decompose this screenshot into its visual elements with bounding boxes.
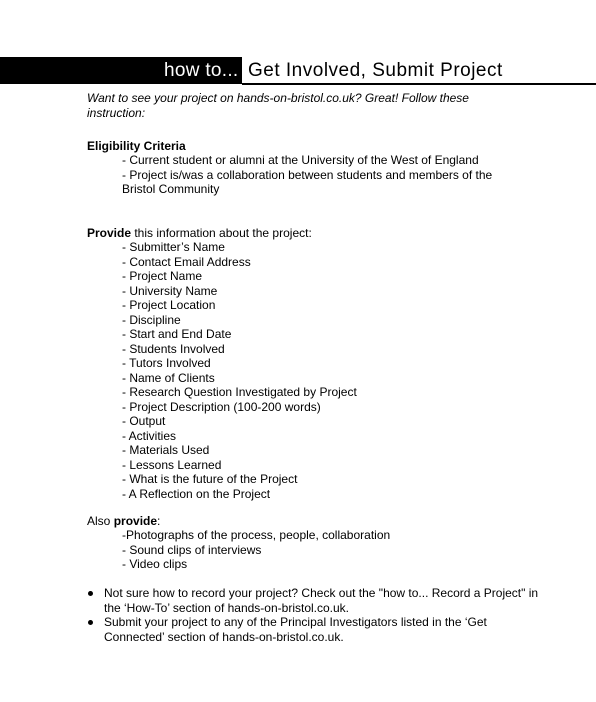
also-title-rest: Also (87, 514, 114, 528)
eligibility-title: Eligibility Criteria (87, 139, 186, 153)
list-item: - Tutors Involved (122, 356, 211, 370)
list-item: - What is the future of the Project (122, 472, 298, 486)
list-item: - Name of Clients (122, 370, 215, 385)
list-item: - Research Question Investigated by Project (122, 385, 357, 399)
list-item: - University Name (122, 283, 218, 298)
list-item: - Materials Used (122, 443, 210, 457)
list-item: - Project Description (100-200 words) (122, 399, 321, 414)
list-item: - Output (122, 414, 166, 428)
list-item: - Video clips (122, 557, 188, 571)
notes-list (87, 586, 547, 644)
provide-list (122, 240, 482, 501)
list-item: - Start and End Date (122, 327, 232, 341)
list-item: - A Reflection on the Project (122, 486, 271, 501)
list-item: - Activities (122, 428, 177, 443)
eligibility-list (122, 153, 522, 197)
page-title: Get Involved, Submit Project (248, 60, 503, 81)
list-item: - Current student or alumni at the University of the West of England (122, 153, 479, 167)
list-item: - Sound clips of interviews (122, 542, 262, 557)
list-item: Bristol Community (122, 182, 220, 196)
list-item: - Submitter’s Name (122, 240, 225, 254)
also-title-bold: provide (113, 514, 158, 528)
list-item: - Project Location (122, 298, 216, 312)
header-prefix: how to... (164, 60, 239, 81)
intro-text: Want to see your project on hands-on-bristol.co.uk? Great! Follow these instruction: (87, 91, 469, 120)
list-item: - Discipline (122, 312, 181, 327)
also-provide-list (122, 528, 482, 572)
eligibility-heading (87, 139, 186, 154)
provide-title-bold: Provide (87, 226, 132, 240)
note-item (87, 586, 547, 615)
list-item: -Photographs of the process, people, collaboration (122, 528, 391, 542)
also-title-colon: : (157, 514, 161, 528)
note-text: Submit your project to any of the Principal Investigators listed in the ‘Get Connected’ section of hands-on-bristol.co.uk. (104, 615, 487, 644)
header-rule (242, 83, 596, 85)
provide-title-rest: this information about the project: (131, 226, 312, 240)
list-item: - Contact Email Address (122, 254, 251, 269)
note-text: Not sure how to record your project? Check out the "how to... Record a Project" in the ‘How-To’ section of hands-on-bristol.co.uk. (104, 586, 539, 615)
bullet-icon (88, 620, 93, 625)
provide-heading (87, 226, 312, 241)
also-provide-heading (87, 514, 160, 529)
list-item: - Project Name (122, 269, 203, 283)
bullet-icon (88, 591, 93, 596)
list-item: - Students Involved (122, 341, 225, 356)
note-item (87, 615, 547, 644)
list-item: - Lessons Learned (122, 457, 222, 472)
list-item: - Project is/was a collaboration between students and members of the (122, 167, 493, 182)
